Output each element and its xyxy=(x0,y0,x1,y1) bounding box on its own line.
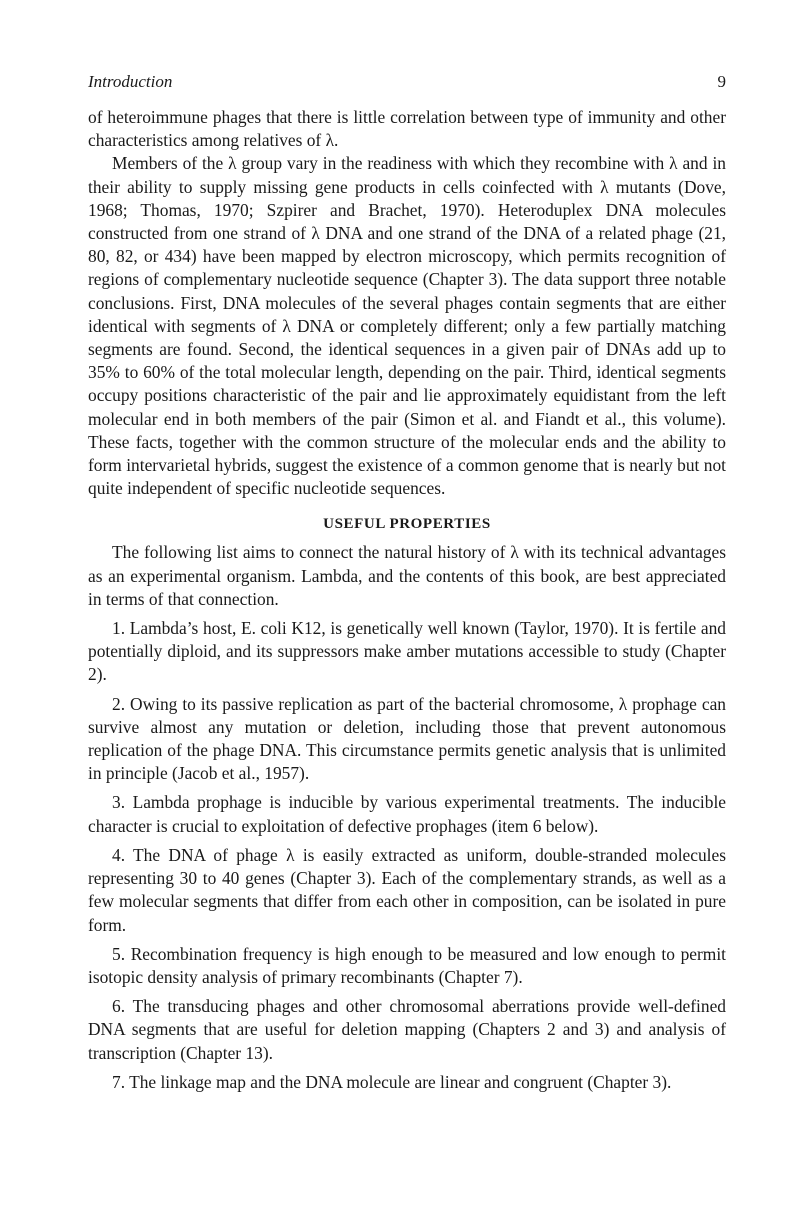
list-item: 2. Owing to its passive replication as part of the bacterial chromosome, λ prophage can survive almost any mutation or deletion, including those that prevent autonomous replication of the phage DNA. This circumstance permits genetic analysis that is unlimited in principle (Jacob et al., 1957). xyxy=(88,693,726,784)
list-item: 5. Recombination frequency is high enough to be measured and low enough to permit isotopic density analysis of primary recombinants (Chapter 7). xyxy=(88,943,726,987)
list-item: 4. The DNA of phage λ is easily extracted as uniform, double-stranded molecules representing 30 to 40 genes (Chapter 3). Each of the complementary strands, as well as a few molecular segments that differ from each other in composition, can be isolated in pure form. xyxy=(88,844,726,935)
section-intro: The following list aims to connect the natural history of λ with its technical advantages as an experimental organism. Lambda, and the contents of this book, are best appreciated in terms of that connection. xyxy=(88,542,726,609)
list-item: 3. Lambda prophage is inducible by various experimental treatments. The inducible character is crucial to exploitation of defective prophages (item 6 below). xyxy=(88,792,726,836)
page-number: 9 xyxy=(717,72,726,91)
list-item: 7. The linkage map and the DNA molecule are linear and congruent (Chapter 3). xyxy=(112,1071,672,1092)
list-item: 1. Lambda’s host, E. coli K12, is genetically well known (Taylor, 1970). It is fertile and potentially diploid, and its suppressors make amber mutations accessible to study (Chapter 2). xyxy=(88,618,726,685)
paragraph-continuation: of heteroimmune phages that there is little correlation between type of immunity and other characteristics among relatives of λ. xyxy=(88,107,726,151)
running-title: Introduction xyxy=(88,72,173,91)
list-item: 6. The transducing phages and other chromosomal aberrations provide well-defined DNA segments that are useful for deletion mapping (Chapters 2 and 3) and analysis of transcription (Chapter 13). xyxy=(88,996,726,1063)
body-text xyxy=(88,106,726,1094)
paragraph-lambda-group: Members of the λ group vary in the readiness with which they recombine with λ and in their ability to supply missing gene products in cells coinfected with λ mutants (Dove, 1968; Thomas, 1970; Szpirer and Brachet, 1970). Heteroduplex DNA molecules constructed from one strand of λ DNA and one strand of the DNA of a related phage (21, 80, 82, or 434) have been mapped by electron microscopy, which permits recognition of regions of complementary nucleotide sequence (Chapter 3). The data support three notable conclusions. First, DNA molecules of the several phages contain segments that are either identical with segments of λ DNA or completely different; only a few partially matching segments are found. Second, the identical sequences in a given pair of DNAs add up to 35% to 60% of the total molecular length, depending on the pair. Third, identical segments occupy positions characteristic of the pair and lie approximately equidistant from the left molecular end in both members of the pair (Simon et al. and Fiandt et al., this volume). These facts, together with the common structure of the molecular ends and the ability to form intervarietal hybrids, suggest the existence of a common genome that is nearly but not quite independent of specific nucleotide sequences. xyxy=(88,153,726,499)
running-head xyxy=(88,72,726,92)
section-heading: USEFUL PROPERTIES xyxy=(323,516,491,533)
book-page xyxy=(88,72,726,1100)
